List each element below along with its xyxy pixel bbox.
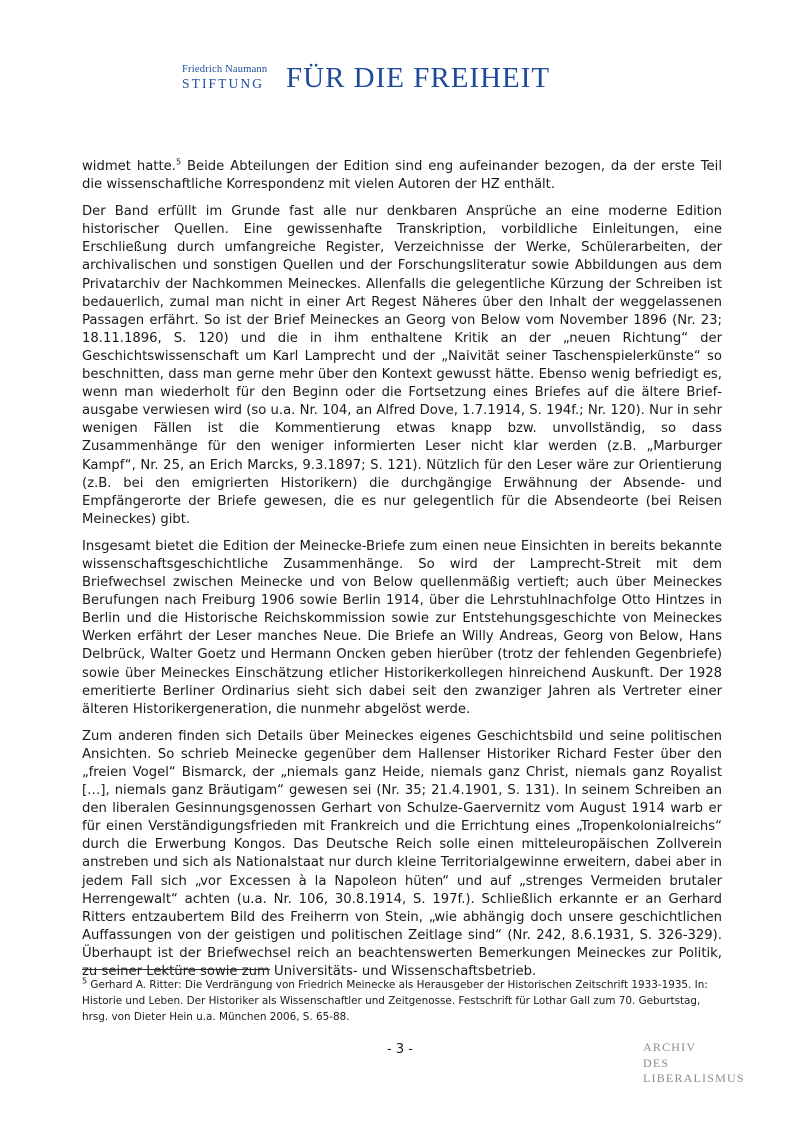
paragraph-text: Zum anderen finden sich Details über Meineckes eigenes Geschichtsbild und seine politischen Ansichten. So schrieb Meinecke gegenüber dem Hallenser Historiker Richard Fester über den „freien Vogel“ Bismarck, der „niemals ganz Heide, niemals ganz Christ, niemals ganz Royalist […], niemals ganz Bräutigam“ gewesen sei (Nr. 35; 21.4.1901, S. 131). In seinem Schreiben an den liberalen Gesinnungsgenossen Gerhart von Schulze-Gaervernitz vom August 1914 warb er für einen Verständigungsfrieden mit Frankreich und die Errichtung eines „Tropenkolonialreichs“ durch die Erwerbung Kongos. Das Deutsche Reich solle einen mitteleuropäischen Zollverein anstreben und sich als Nationalstaat nur durch kleine Territorialgewinne erweitern, dabei aber in jedem Fall sich „vor Excessen à la Napoleon hüten“ und auf „strenges Vermeiden brutaler Herrengewalt“ achten (u.a. Nr. 106, 30.8.1914, S. 197f.). Schließlich erkannte er an Gerhard Ritters entzaubertem Bild des Freiherrn von Stein, „wie abhängig doch unsere geschichtlichen Auffassungen von der geistigen und politischen Zeitlage sind“ (Nr. 242, 8.6.1931, S. 326-329). Überhaupt ist der Briefwechsel reich an beachtenswerten Bemerkungen Meineckes zur Politik, zu seiner Lektüre sowie zum Universitäts- und Wissenschaftsbetrieb. <box>82 728 722 980</box>
footnote-marker: 5 <box>82 976 88 986</box>
archive-line-3: LIBERALISMUS <box>643 1071 745 1085</box>
archive-line-2: DES <box>643 1055 670 1070</box>
document-body <box>82 158 722 990</box>
logo-line-friedrich-naumann: Friedrich Naumann <box>182 64 268 75</box>
paragraph-text: Insgesamt bietet die Edition der Meinecke-Briefe zum einen neue Einsichten in bereits bekannte wissenschaftsgeschichtliche Zusammenhänge. So wird der Lamprecht-Streit mit dem Briefwechsel zwischen Meinecke und von Below quellenmäßig vertieft; auch über Meineckes Berufungen nach Freiburg 1906 sowie Berlin 1914, über die Lehrstuhlnachfolge Otto Hintzes in Berlin und die Historische Reichskommission sowie zur Entstehungsgeschichte von Meineckes Werken erfährt der Leser manches Neue. Die Briefe an Willy Andreas, Georg von Below, Hans Delbrück, Walter Goetz und Hermann Oncken geben hierüber (trotz der fehlenden Gegenbriefe) sowie über Meineckes Einschätzung etlicher Historikerkollegen hinreichend Auskunft. Der 1928 emeritierte Berliner Ordinarius sieht sich dabei seit den zwanziger Jahren als Vertreter einer älteren Historikergeneration, die nunmehr abgelöst werde. <box>82 538 722 717</box>
footnote-divider <box>82 969 270 970</box>
archive-watermark <box>643 1040 745 1087</box>
footnote-reference: 5 <box>175 157 182 167</box>
paragraph <box>82 158 722 194</box>
paragraph <box>82 728 722 981</box>
footnote-text: Gerhard A. Ritter: Die Verdrängung von Friedrich Meinecke als Herausgeber der Historischen Zeitschrift 1933-1935. In: Historie und Leben. Der Historiker als Wissenschaftler und Zeitgenosse. Festschrift für Lothar Gall zum 70. Geburtstag, hrsg. von Dieter Hein u.a. München 2006, S. 65-88. <box>82 979 708 1023</box>
paragraph-text: Beide Abteilungen der Edition sind eng aufeinander bezogen, da der erste Teil die wissenschaftliche Korrespondenz mit vielen Autoren der HZ enthält. <box>82 159 722 193</box>
archive-line-1: ARCHIV <box>643 1040 697 1054</box>
foundation-logo <box>182 64 632 104</box>
paragraph <box>82 203 722 529</box>
paragraph-text: widmet hatte. <box>82 159 176 174</box>
logo-slogan: FÜR DIE FREIHEIT <box>286 62 551 94</box>
logo-line-stiftung: STIFTUNG <box>182 76 265 91</box>
paragraph-text: Der Band erfüllt im Grunde fast alle nur denkbaren Ansprüche an eine moderne Edition historischer Quellen. Eine gewissenhafte Transkription, vorbildliche Einleitungen, eine Erschließung durch umfangreiche Register, Verzeichnisse der Werke, Schülerarbeiten, der archivalischen und sonstigen Quellen und der Forschungsliteratur sowie Abbildungen aus dem Privatarchiv der Nachkommen Meineckes. Allenfalls die gelegentliche Kürzung der Schreiben ist bedauerlich, zumal man nicht in einer Art Regest Näheres über den Inhalt der weggelassenen Passagen erfährt. So ist der Brief Meineckes an Georg von Below vom November 1896 (Nr. 23; 18.11.1896, S. 120) und die in ihm enthaltene Kritik an der „neuen Richtung“ der Geschichtswissenschaft um Karl Lamprecht und der „Naivität seiner Taschenspielerkünste“ so beschnitten, dass man gerne mehr über den Kontext gewusst hätte. Ebenso wenig befriedigt es, wenn man wiederholt für den Beginn oder die Fortsetzung eines Briefes auf die ältere Briefausgabe verwiesen wird (so u.a. Nr. 104, an Alfred Dove, 1.7.1914, S. 194f.; Nr. 120). Nur in sehr wenigen Fällen ist die Kommentierung etwas knapp bzw. unvollständig, so dass Zusammenhänge für den weniger informierten Leser nicht klar werden (z.B. „Marburger Kampf“, Nr. 25, an Erich Marcks, 9.3.1897; S. 121). Nützlich für den Leser wäre zur Orientierung (z.B. bei den emigrierten Historikern) die durchgängige Erwähnung der Absende- und Empfängerorte der Briefe gewesen, die es nur gelegentlich für die Absendeorte (bei Reisen Meineckes) gibt. <box>82 204 722 527</box>
page-number: - 3 - <box>387 1042 413 1057</box>
paragraph <box>82 538 722 719</box>
footnote <box>82 978 722 1025</box>
